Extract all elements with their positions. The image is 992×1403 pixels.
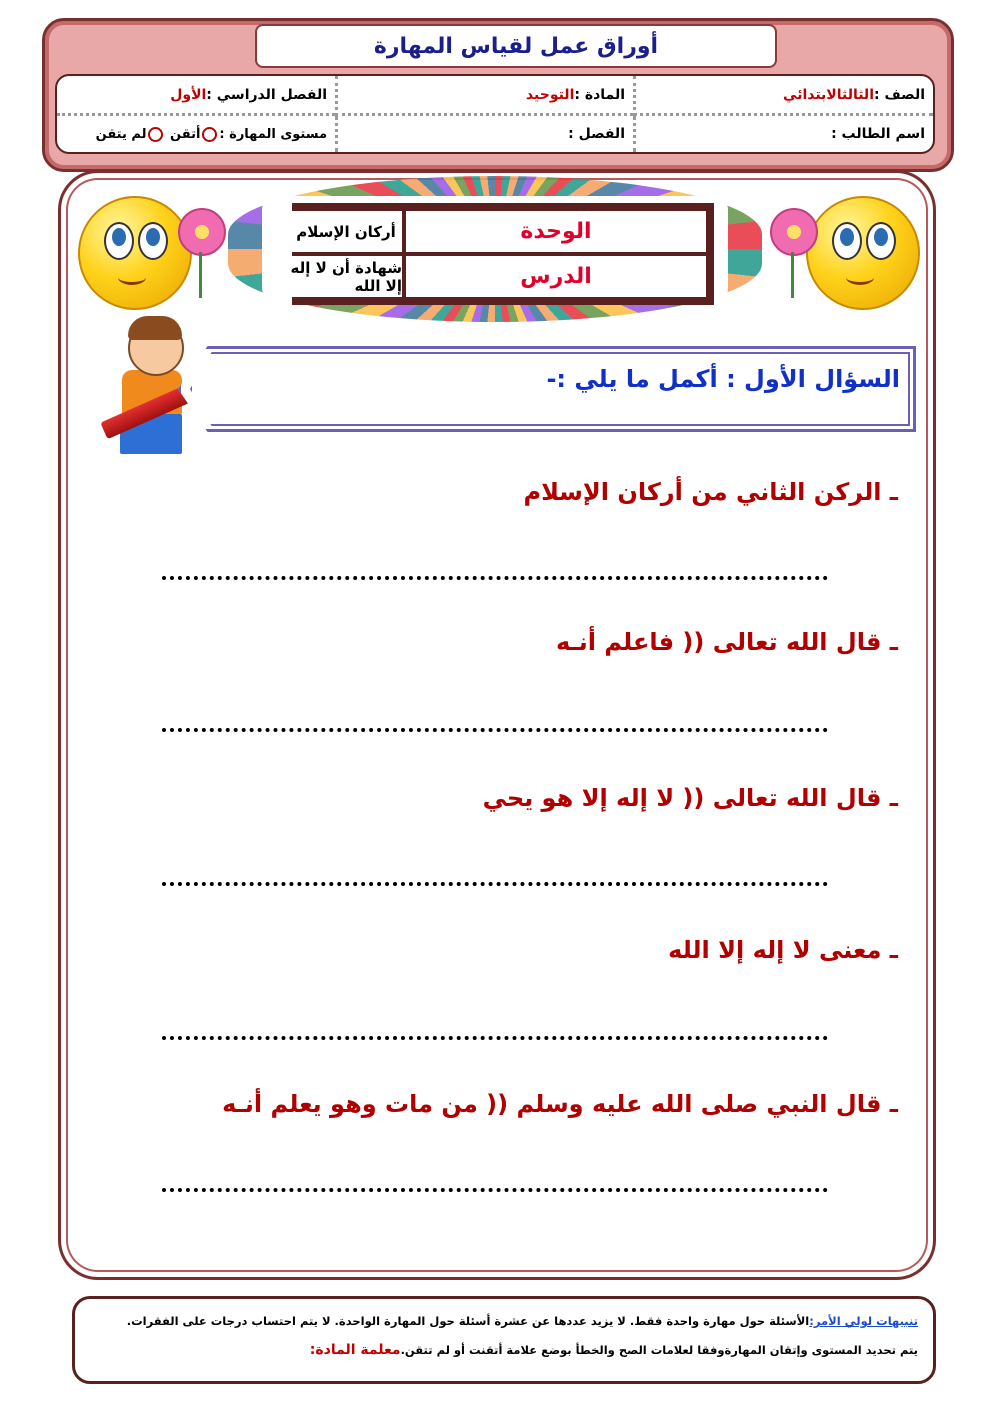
notes-text: الأسئلة حول مهارة واحدة فقط. لا يزيد عددها عن عشرة أسئلة حول المهارة الواحدة. لا يتم احتساب درجات على الفقرات. bbox=[126, 1314, 810, 1328]
term-value: الأول bbox=[170, 86, 207, 103]
question-item-4: ـ معنى لا إله إلا الله bbox=[668, 936, 898, 964]
answer-line-2[interactable] bbox=[162, 726, 828, 732]
unit-value: أركان الإسلام bbox=[290, 211, 402, 252]
subject-label: المادة : bbox=[574, 86, 625, 103]
subject-cell bbox=[335, 76, 633, 116]
unit-lesson-table bbox=[292, 203, 714, 305]
mastered-radio[interactable] bbox=[202, 127, 217, 142]
answer-line-4[interactable] bbox=[162, 1034, 828, 1040]
not-mastered-radio[interactable] bbox=[148, 127, 163, 142]
lesson-label: الدرس bbox=[406, 256, 706, 297]
answer-line-1[interactable] bbox=[162, 574, 828, 580]
term-cell bbox=[57, 76, 335, 116]
page-title: أوراق عمل لقياس المهارة bbox=[255, 24, 777, 68]
lesson-value: شهادة أن لا إله إلا الله bbox=[290, 256, 402, 297]
student-name-label: اسم الطالب : bbox=[831, 126, 925, 142]
not-mastered-label: لم يتقن bbox=[95, 126, 147, 142]
smiley-right-icon bbox=[770, 196, 920, 316]
question-item-5: ـ قال النبي صلى الله عليه وسلم (( من مات وهو يعلم أنـه bbox=[222, 1090, 898, 1118]
question-title: السؤال الأول : أكمل ما يلي :- bbox=[546, 365, 900, 393]
class-cell[interactable] bbox=[335, 116, 633, 152]
smiley-left-icon bbox=[78, 196, 228, 316]
student-info-table bbox=[55, 74, 935, 154]
teacher-label: معلمة المادة: bbox=[309, 1342, 401, 1358]
question-item-1: ـ الركن الثاني من أركان الإسلام bbox=[523, 478, 898, 506]
grade-label: الصف : bbox=[874, 86, 925, 103]
answer-line-5[interactable] bbox=[162, 1186, 828, 1192]
flower-icon bbox=[770, 208, 818, 256]
footer-notes-frame bbox=[72, 1296, 936, 1384]
question-item-2: ـ قال الله تعالى (( فاعلم أنـه bbox=[555, 628, 898, 656]
subject-value: التوحيد bbox=[525, 86, 575, 103]
unit-label: الوحدة bbox=[406, 211, 706, 252]
notes-label: تنبيهات لولي الأمر: bbox=[809, 1314, 918, 1328]
answer-line-3[interactable] bbox=[162, 880, 828, 886]
level-line bbox=[78, 1342, 918, 1358]
class-label: الفصل : bbox=[568, 126, 625, 142]
grade-value: الثالثالابتدائي bbox=[783, 86, 874, 103]
flower-icon bbox=[178, 208, 226, 256]
skill-level-label: مستوى المهارة : bbox=[219, 126, 327, 142]
student-name-cell[interactable] bbox=[633, 116, 933, 152]
notes-line bbox=[78, 1314, 918, 1328]
mastered-label: أتقن bbox=[170, 126, 201, 142]
level-text: يتم تحديد المستوى وإتقان المهارةوفقا لعلامات الصح والخطأ بوضع علامة أتقنت أو لم تتقن. bbox=[400, 1343, 918, 1357]
term-label: الفصل الدراسي : bbox=[206, 86, 327, 103]
question-item-3: ـ قال الله تعالى (( لا إله إلا هو يحي bbox=[482, 784, 898, 812]
skill-level-cell bbox=[57, 116, 335, 152]
grade-cell bbox=[633, 76, 933, 116]
